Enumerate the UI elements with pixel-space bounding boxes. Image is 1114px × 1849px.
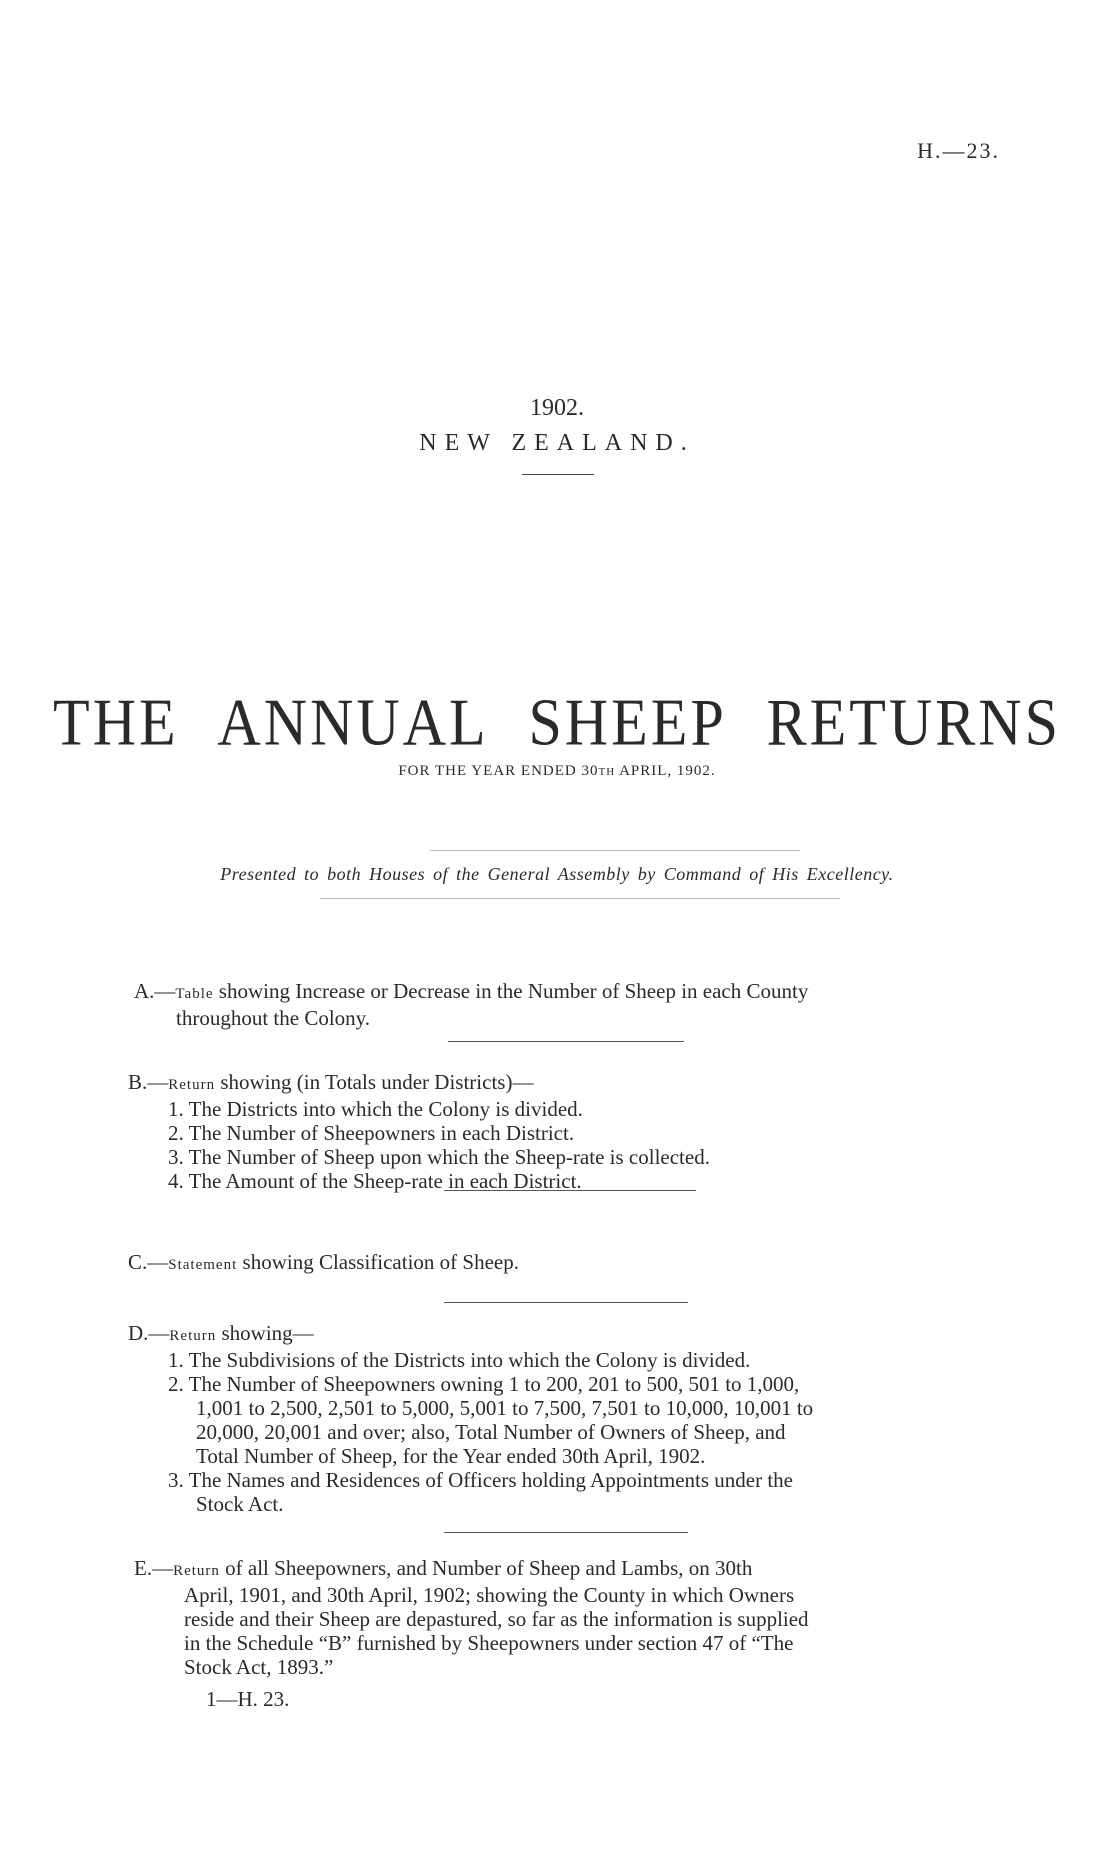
section-a-letter: A.—	[134, 979, 176, 1003]
section-b-item: 3. The Number of Sheep upon which the Sheep-rate is collected.	[168, 1145, 710, 1169]
divider	[522, 474, 594, 475]
section-b-text: showing (in Totals under Districts)—	[220, 1070, 534, 1094]
section-d-heading: Return	[169, 1328, 217, 1344]
section-c-text: showing Classification of Sheep.	[242, 1250, 519, 1274]
section-d-item-cont: Stock Act.	[196, 1492, 284, 1516]
section-d-item-cont: 1,001 to 2,500, 2,501 to 5,000, 5,001 to 7,500, 7,501 to 10,000, 10,001 to	[196, 1396, 814, 1420]
section-b-item: 4. The Amount of the Sheep-rate in each District.	[168, 1169, 582, 1193]
section-d-letter: D.—	[128, 1321, 170, 1345]
section-d-line1	[128, 1321, 1028, 1348]
country: NEW ZEALAND.	[419, 430, 695, 456]
section-e	[134, 1556, 1014, 1679]
section-d-item-cont: Total Number of Sheep, for the Year ended 30th April, 1902.	[196, 1444, 706, 1468]
subtitle-pre: FOR THE YEAR ENDED 30	[398, 763, 599, 779]
section-b-letter: B.—	[128, 1070, 169, 1094]
section-a-heading: Table	[175, 986, 214, 1002]
section-c-letter: C.—	[128, 1250, 169, 1274]
page-title: THE ANNUAL SHEEP RETURNS	[53, 684, 1061, 759]
subtitle	[0, 763, 1114, 780]
divider	[444, 1532, 688, 1533]
section-d-item: 2. The Number of Sheepowners owning 1 to 200, 201 to 500, 501 to 1,000,	[168, 1372, 800, 1396]
section-a	[134, 979, 1014, 1030]
section-b	[128, 1070, 1028, 1193]
presented-line: Presented to both Houses of the General Assembly by Command of His Excellency.	[220, 864, 894, 884]
section-a-line1	[134, 979, 1014, 1006]
year: 1902.	[530, 395, 584, 421]
section-c	[128, 1250, 1028, 1277]
section-d-text: showing—	[221, 1321, 314, 1345]
section-a-line2: throughout the Colony.	[176, 1006, 371, 1030]
section-b-line1	[128, 1070, 1028, 1097]
page-code: H.—23.	[917, 138, 1000, 163]
section-b-item: 2. The Number of Sheepowners in each District.	[168, 1121, 575, 1145]
section-c-heading: Statement	[168, 1257, 238, 1273]
divider	[320, 898, 840, 899]
section-e-line: Stock Act, 1893.”	[184, 1655, 334, 1679]
section-a-text: showing Increase or Decrease in the Number of Sheep in each County	[218, 979, 809, 1003]
section-b-heading: Return	[168, 1077, 216, 1093]
subtitle-post: APRIL, 1902.	[615, 763, 716, 779]
divider	[430, 850, 800, 851]
section-d-item: 1. The Subdivisions of the Districts into which the Colony is divided.	[168, 1348, 751, 1372]
section-d-item-cont: 20,000, 20,001 and over; also, Total Number of Owners of Sheep, and	[196, 1420, 786, 1444]
section-d	[128, 1321, 1028, 1516]
section-e-line: in the Schedule “B” furnished by Sheepowners under section 47 of “The	[184, 1631, 794, 1655]
section-e-letter: E.—	[134, 1556, 174, 1580]
footer-code: 1—H. 23.	[206, 1687, 290, 1711]
subtitle-th: TH	[598, 766, 616, 778]
section-e-heading: Return	[173, 1563, 220, 1579]
section-d-item: 3. The Names and Residences of Officers holding Appointments under the	[168, 1468, 794, 1492]
section-e-line: reside and their Sheep are depastured, so far as the information is supplied	[184, 1607, 809, 1631]
section-e-text: of all Sheepowners, and Number of Sheep and Lambs, on 30th	[225, 1556, 753, 1580]
section-e-line1	[134, 1556, 1014, 1583]
divider	[444, 1190, 696, 1191]
section-b-item: 1. The Districts into which the Colony is divided.	[168, 1097, 583, 1121]
section-c-line1	[128, 1250, 1028, 1277]
divider	[448, 1041, 684, 1042]
section-e-line: April, 1901, and 30th April, 1902; showing the County in which Owners	[184, 1583, 795, 1607]
divider	[444, 1302, 688, 1303]
